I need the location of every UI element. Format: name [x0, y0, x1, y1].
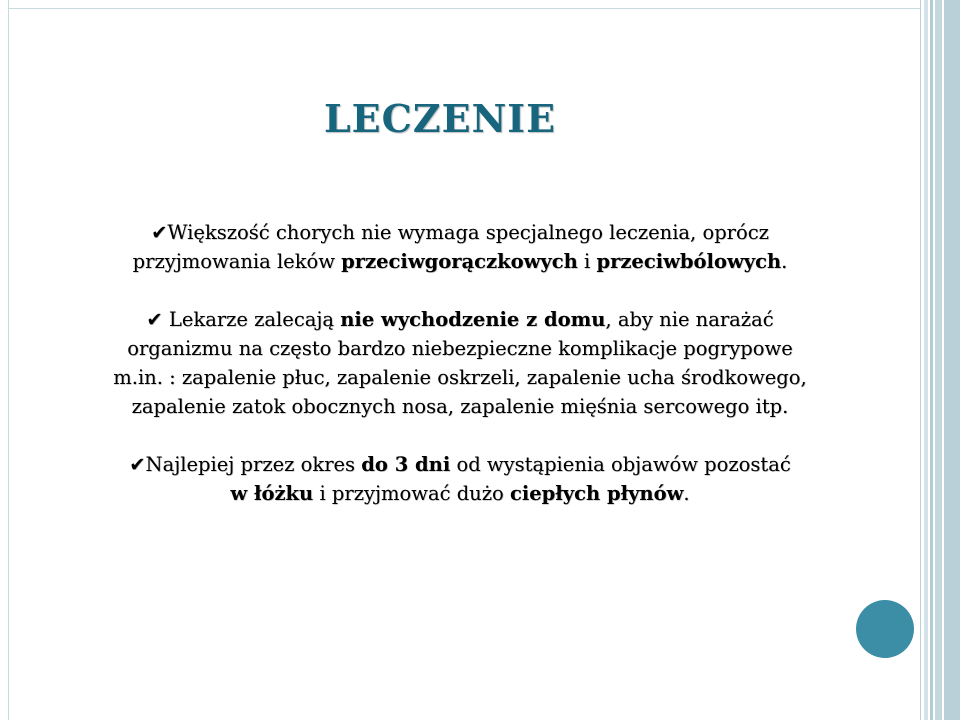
text-line [40, 479, 880, 508]
text-line [40, 363, 880, 392]
bold-text: przeciwgorączkowych [341, 250, 578, 273]
text-segment: Większość chorych nie wymaga specjalnego leczenia, oprócz [167, 221, 769, 244]
slide-title: LECZENIE [323, 96, 557, 141]
checkmark-icon: ✔ [129, 453, 146, 476]
text-segment: i przyjmować dużo [313, 482, 510, 505]
right-stripe [935, 0, 942, 720]
text-line [40, 392, 880, 421]
text-line [40, 218, 880, 247]
right-stripe [920, 0, 921, 720]
right-stripe [944, 0, 960, 720]
text-segment: . [781, 250, 788, 273]
text-line [40, 334, 880, 363]
text-line [40, 305, 880, 334]
text-segment: od wystąpienia objawów pozostać [450, 453, 791, 476]
text-line [40, 247, 880, 276]
bullet-paragraph [40, 305, 880, 421]
text-segment: Lekarze zalecają [162, 308, 341, 331]
top-border-line [8, 8, 920, 9]
checkmark-icon: ✔ [151, 221, 168, 244]
text-segment: , aby nie narażać [605, 308, 774, 331]
bold-text: w łóżku [230, 482, 314, 505]
text-segment: m.in. : zapalenie płuc, zapalenie oskrzeli, zapalenie ucha środkowego, [113, 366, 807, 389]
checkmark-icon: ✔ [146, 308, 163, 331]
text-segment: zapalenie zatok obocznych nosa, zapalenie mięśnia sercowego itp. [131, 395, 789, 418]
text-line [40, 450, 880, 479]
text-segment: . [683, 482, 690, 505]
text-segment: przyjmowania leków [132, 250, 342, 273]
bullet-paragraph [40, 450, 880, 508]
text-segment: i [577, 250, 597, 273]
bold-text: do 3 dni [361, 453, 451, 476]
bold-text: przeciwbólowych [596, 250, 782, 273]
bold-text: ciepłych płynów [509, 482, 684, 505]
right-stripe [930, 0, 933, 720]
decorative-circle [856, 600, 914, 658]
bold-text: nie wychodzenie z domu [340, 308, 606, 331]
right-stripe [924, 0, 928, 720]
text-segment: organizmu na często bardzo niebezpieczne komplikacje pogrypowe [127, 337, 793, 360]
slide-content [40, 218, 880, 508]
text-segment: Najlepiej przez okres [145, 453, 362, 476]
bullet-paragraph [40, 218, 880, 276]
